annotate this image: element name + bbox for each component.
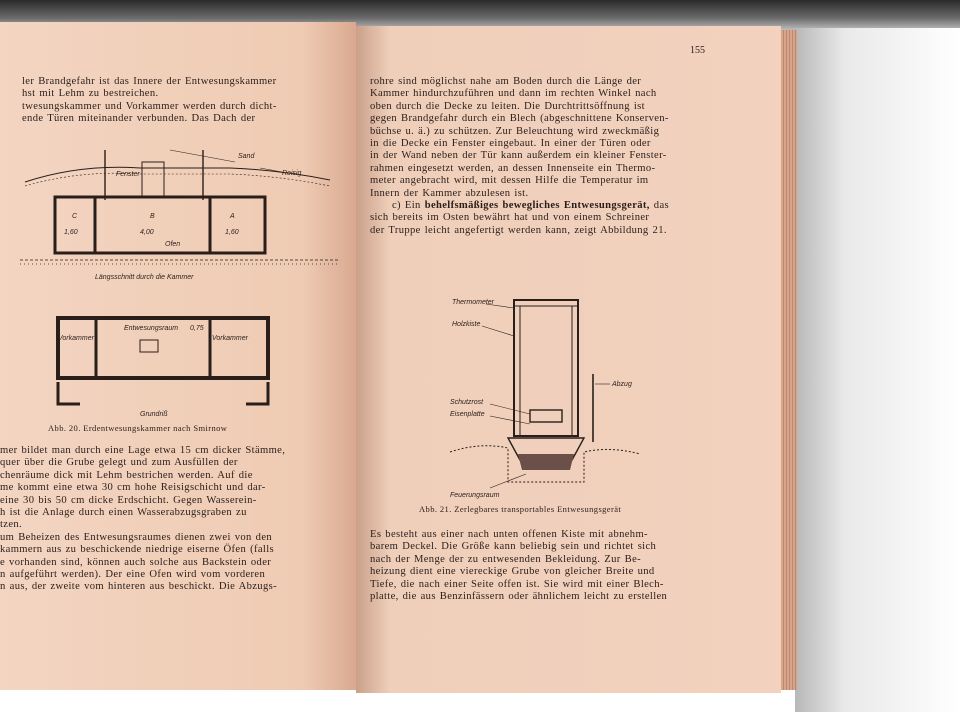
- figure-20-section-title: Längsschnitt durch die Kammer: [95, 274, 194, 281]
- text-line: Tiefe, die nach einer Seite offen ist. Sie wird mit einer Blech-: [370, 578, 664, 590]
- figure-21-caption: Abb. 21. Zerlegbares transportables Entwesungsgerät: [419, 504, 622, 514]
- dimension-small: 0,75: [190, 325, 204, 332]
- text-line: tzen.: [0, 519, 23, 531]
- label-vorkammer-a: Vorkammer: [212, 335, 248, 342]
- page-number: 155: [690, 45, 705, 56]
- text-line: heizung dient eine viereckige Grube von gleicher Breite und: [370, 566, 655, 578]
- dimension-c: 1,60: [64, 229, 78, 236]
- text-line: quer über die Grube gelegt und zum Ausfüllen der: [0, 457, 238, 469]
- text-line: barem Deckel. Die Größe kann beliebig sein und richtet sich: [370, 541, 657, 553]
- figure-20-caption: Abb. 20. Erdentwesungskammer nach Smirnow: [48, 423, 228, 433]
- text-line: twesungskammer und Vorkammer werden durch dicht-: [22, 100, 277, 112]
- text-line: hst mit Lehm zu bestreichen.: [22, 88, 159, 100]
- page-edge: [781, 30, 797, 690]
- label-ofen: Ofen: [165, 241, 181, 248]
- text-line: in der Wand neben der Tür kann außerdem ein kleiner Fenster-: [370, 150, 667, 162]
- dimension-a: 1,60: [225, 229, 239, 236]
- text-line: in die Decke ein Fenster eingebaut. In einer der Türen oder: [370, 138, 651, 150]
- text-line: h ist die Anlage durch einen Wasserabzugsgraben zu: [0, 507, 247, 519]
- text-line: n aufgeführt werden). Der eine Ofen wird vom vorderen: [0, 569, 266, 581]
- text-line: nach der Menge der zu entwesenden Bekleidung. Zur Be-: [370, 553, 641, 565]
- text-line: platte, die aus Benzinfässern oder ähnlichem leicht zu erstellen: [370, 591, 668, 603]
- label-thermometer: Thermometer: [452, 299, 495, 306]
- text-line: Kammer hindurchzuführen und dann im rechten Winkel nach: [370, 88, 657, 100]
- text-line: büchse u. ä.) zu schützen. Zur Beleuchtung wird zweckmäßig: [370, 125, 660, 137]
- label-holzkiste: Holzkiste: [452, 321, 481, 328]
- paragraph-c-prefix: c) Ein: [392, 200, 421, 212]
- text-line: me kommt eine etwa 30 cm hohe Reisigschicht und dar-: [0, 482, 266, 494]
- label-vorkammer-c: Vorkammer: [58, 335, 94, 342]
- text-line: kammern aus zu beschickende niedrige eiserne Öfen (falls: [0, 544, 274, 556]
- label-fenster: Fenster: [116, 171, 140, 178]
- label-sand: Sand: [238, 153, 255, 160]
- text-line: Es besteht aus einer nach unten offenen Kiste mit abnehm-: [370, 529, 648, 540]
- left-text-top: [22, 76, 277, 126]
- paragraph-c-heading: [370, 200, 669, 212]
- text-line: der Truppe leicht angefertigt werden kann, zeigt Abbildung 21.: [370, 224, 667, 236]
- label-entwesungsraum: Entwesungsraum: [124, 325, 179, 332]
- right-text-bottom: [370, 529, 667, 603]
- label-eisenplatte: Eisenplatte: [450, 411, 485, 418]
- figure-20-plan: [20, 300, 340, 420]
- figure-20-section: [20, 140, 340, 285]
- text-line: n aus, der zweite vom hinteren aus beschickt. Die Abzugs-: [0, 581, 277, 593]
- text-line: um Beheizen des Entwesungsraumes dienen zwei von den: [0, 531, 273, 543]
- label-schutzrost: Schutzrost: [450, 399, 484, 406]
- left-text-bottom: [0, 445, 285, 594]
- scan-background: [795, 28, 960, 712]
- text-line: Innern der Kammer abzulesen ist.: [370, 187, 529, 199]
- text-line: meter angebracht wird, mit dessen Hilfe die Temperatur im: [370, 175, 649, 187]
- label-abzug: Abzug: [612, 381, 632, 388]
- paragraph-c-suffix: das: [653, 200, 669, 212]
- text-line: ler Brandgefahr ist das Innere der Entwesungskammer: [22, 76, 277, 87]
- label-b: B: [150, 213, 155, 220]
- label-reisig: Reisig: [282, 170, 302, 177]
- text-line: ende Türen miteinander verbunden. Das Dach der: [22, 113, 256, 125]
- text-line: e vorhanden sind, können auch solche aus Backstein oder: [0, 556, 272, 568]
- right-text-top: [370, 76, 669, 237]
- text-line: gegen Brandgefahr durch ein Blech (abgeschnittene Konserven-: [370, 113, 669, 125]
- text-line: oben durch die Decke zu leiten. Die Durchtrittsöffnung ist: [370, 100, 645, 112]
- paragraph-c-bold: behelfsmäßiges bewegliches Entwesungsgerät,: [424, 200, 650, 212]
- text-line: rahmen eingesetzt werden, an dessen Innenseite ein Thermo-: [370, 162, 656, 174]
- text-line: sich bereits im Osten bewährt hat und von einem Schreiner: [370, 212, 650, 224]
- text-line: eine 30 bis 50 cm dicke Erdschicht. Gegen Wasserein-: [0, 494, 257, 506]
- text-line: chenräume dick mit Lehm bestrichen werden. Auf die: [0, 469, 253, 481]
- label-c: C: [72, 213, 78, 220]
- figure-20-plan-title: Grundriß: [140, 411, 168, 418]
- dimension-b: 4,00: [140, 229, 154, 236]
- label-a: A: [230, 213, 235, 220]
- text-line: rohre sind möglichst nahe am Boden durch die Länge der: [370, 76, 642, 87]
- figure-21: [450, 292, 650, 502]
- text-line: mer bildet man durch eine Lage etwa 15 cm dicker Stämme,: [0, 445, 286, 456]
- label-feuerungsraum: Feuerungsraum: [450, 492, 500, 499]
